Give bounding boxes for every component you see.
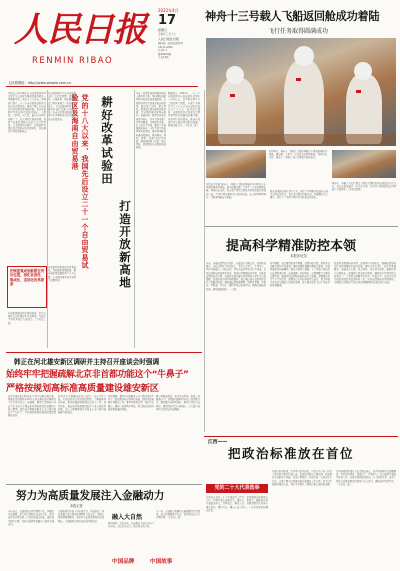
issue-line: 今日12版 <box>158 56 169 60</box>
masthead-logo <box>14 8 164 54</box>
science-col-1: 当前，全球疫情仍处于高位，病毒还在不断变异，我国外防输入、内防反弹压力持续加大。坚持人民至上、生命至上，坚持外防输入、内防反弹，坚持动态清零总方针不动摇，是我们战胜疫情的根本保证。提高科学精准防控本领，是抓好疫情防控的关键。各地区各部门要认真贯彻落实党中央决策部署，提高防控的科学性精准性，最大限度减少疫情对经济社会发展的影响。要加强疫情监测预警，做到早发现、早报告、早隔离、早治疗。要科学划定防控区域，精准实施防控措施，避免层层加码、一刀切。 <box>206 262 266 291</box>
masthead-day: 17 <box>158 13 177 28</box>
science-headline: 提高科学精准防控本领 <box>226 238 357 253</box>
lead-photo <box>206 38 396 146</box>
reform-col-d: 自贸试验区建设取得显著成效，为构建新发展格局、推动高质量发展提供了有力支撑，在全国改革开放中发挥了重要作用。 <box>48 266 76 282</box>
lead-headline: 神舟十三号载人飞船返回舱成功着陆 <box>205 11 380 23</box>
hebei-kicker: 韩正在河北雄安新区调研并主持召开座谈会时强调 <box>14 358 160 366</box>
bottom-tag-brand <box>112 558 144 567</box>
reform-headline-1: 耕好改革试验田 <box>100 96 114 185</box>
reform-col-a: 本报北京4月16日电 自由贸易试验区是党中央在新时代推进改革开放的一项战略举措。党的十八大以来，我国先后设立二十一个自由贸易试验区及海南自由贸易港，形成了覆盖东西南北中的改革开放创新格局。各自贸试验区坚持以制度创新为核心，大胆试、大胆闯、自主改，累计向全国复制推广了二百余项制度创新成果，发挥了改革开放排头兵的示范引领作用。在全面深化改革中，自贸试验区聚焦投资贸易自由化便利化，持续推进首创性改革探索。 <box>8 92 46 134</box>
hebei-col-3: 韩正强调，要坚持以疏解北京非首都功能为牛鼻子，加快推进标志性项目落地，做好承接疏解各项准备工作。要坚持规划引领，保持历史耐心，确保一张蓝图干到底，努力创造新时代高质量发展的样板。 <box>108 395 154 411</box>
finance-top-rule <box>6 484 202 485</box>
jiangxi-col-3: 江西省委组织部有关负责同志表示，将严格按照中央部署要求，坚持党的领导、发扬民主、严格程序，扎实做好代表选举各项工作，以优异成绩迎接党的二十大胜利召开。选举工作将在各级党组织的领导下有序进行，确保选举风清气正。（下转第二版） <box>336 470 396 486</box>
reform-box-title: 把制度集成创新摆在突出位置，深化首创性、集成化、差别化改革探索 <box>10 269 44 287</box>
column-divider <box>47 90 48 348</box>
science-byline: 本报评论员 <box>290 254 307 258</box>
column-divider <box>134 90 135 348</box>
masthead-url: 人民网网址：http://www.people.com.cn <box>8 81 71 85</box>
masthead-weekday: 星期日 <box>158 28 168 32</box>
masthead-logo-text: 人民日报 <box>14 10 146 50</box>
finance-headline: 努力为高质量发展注入金融动力 <box>16 490 165 502</box>
lead-caption: 4月16日，神舟十三号载人飞船返回舱在东风着陆场成功着陆，翟志刚、王亚平、叶光富安全顺利出舱，身体状态良好，神舟十三号载人飞行任务取得圆满成功。 <box>269 150 327 160</box>
hebei-top-rule <box>6 352 202 353</box>
reform-col-c: 各自贸试验区立足自身发展定位，在投资管理、贸易便利、金融开放、政府职能转变等领域开展了一系列改革试点。上海自贸试验区率先推出外商投资准入负面清单，海南自由贸易港加快建设具有世界影响力的中国特色自由贸易港。 <box>48 92 76 121</box>
masthead-issue-list <box>158 42 198 60</box>
lead-subhead: 飞行任务取得圆满成功 <box>268 28 329 35</box>
people-col: 春日踏青，走进自然。各地推出丰富多彩的户外活动，市民走出家门，感受春天的美好。 <box>108 522 154 529</box>
finance-byline: 本报记者 <box>70 504 83 508</box>
masthead-lunar: 壬寅年三月十七 <box>158 33 177 36</box>
reform-col-b: 各地积极推动制度集成创新，打造市场化法治化国际化营商环境，为高水平对外开放注入新动力。（下转第二版） <box>8 312 46 325</box>
column-divider <box>204 90 205 432</box>
issue-line: 国内统一连续出版物号 <box>158 42 184 45</box>
lead-body-3: 神舟十三号载人飞行任务是空间站关键技术验证阶段第六次飞行，也是该阶段最后一次飞行任务，为后续空间站建造运营积累了宝贵经验。（详见第四版） <box>332 182 396 192</box>
masthead-pinyin: RENMIN RIBAO <box>32 56 114 66</box>
hebei-col-1: 新华社雄安4月16日电 中共中央政治局常委、国务院副总理韩正16日在河北雄安新区调研并主持召开座谈会。他强调，要深入贯彻落实习近平总书记关于雄安新区规划建设的重要指示批示精神，始终牢牢把握疏解北京非首都功能这个“牛鼻子”，严格按规划高标准高质量建设雄安新区。 <box>8 395 56 418</box>
bottom-tag-brand-label: 中国品牌 <box>112 559 135 565</box>
jiangxi-top-rule <box>204 436 398 437</box>
reform-col-e: 当前，我国正加快构建以国内大循环为主体、国内国际双循环相互促进的新发展格局。自贸试验区作为改革开放的试验田，要在更大范围、更宽领域、更深层次探索推进改革开放，为全国改革开放探索路径、积累经验。要坚持以制度创新为核心，以可复制可推广为基本要求，全面深化改革，扩大高水平开放。要进一步加强风险防控，守住不发生系统性风险的底线。要对标国际高标准经贸规则，推进规则、规制、管理、标准等制度型开放，推动形成更大范围、更宽领域、更深层次的全面开放新格局。 <box>136 92 166 150</box>
reform-vertical-subtitle: 党的十八大以来，我国先后设立二十一个自由贸易试验区及海南自由贸易港 <box>71 94 89 269</box>
hebei-headline-1: 始终牢牢把握疏解北京非首都功能这个“牛鼻子” <box>6 370 189 380</box>
bottom-tag-story <box>150 558 188 567</box>
finance-col-3: 下一步，金融部门将继续实施稳健的货币政策，加大跨周期调节力度，保持经济运行在合理区间。（下转第二版） <box>156 510 200 520</box>
jiangxi-col-1: 江西省在党的二十大代表选举工作中，始终把政治标准放在首位，严把代表人选政治关、廉洁关、素质关，确保选出的代表政治坚定、作风优良、群众公认。各级党组织认真落实推荐提名、组织考察、确定人选等程序，广泛听取党员和群众意见。 <box>206 496 268 512</box>
lead-photo-lower <box>206 150 266 180</box>
reform-col-f: 数据显示，2021年，二十一个自贸试验区实际使用外资两千一百多亿元，以不到全国千分之四的国土面积，实现了全国百分之十八点五的外商投资和百分之十七点三的进出口贸易。自贸试验区已经成为引领开放型经济发展的重要引擎。各地坚持系统集成，推动自贸试验区与周边区域联动发展，形成改革合力。（下转第二版） <box>168 92 200 128</box>
issue-line: 代号1-1 <box>158 49 168 53</box>
lead-bottom-rule <box>204 226 398 227</box>
jiangxi-tag-label: 党的二十大代表选举 <box>214 485 260 491</box>
issue-line: CN 11-0065 <box>158 45 173 49</box>
lead-body-1: 本报记者报道 神舟十三号载人飞船返回舱于4月16日在东风着陆场成功着陆，航天员翟志刚、王亚平、叶光富顺利出舱，身体状态良好，标志着空间站关键技术验证阶段任务圆满完成，中国空间站即将进入建造阶段。北京时间9时56分，飞船返回舱安全着陆。 <box>206 183 266 199</box>
jiangxi-col-2: 在推荐提名阶段，江西坚持好中选优，注重从生产和工作第一线党员中推荐代表人选，提高先进模范人物比例。各地组织考察组深入基层，采取个别谈话、查阅资料、实地走访等方式，全面了解考察对象的政治表现和工作实绩。对考察中发现问题的人选，坚决不予推荐，确保代表人选质量过硬。 <box>272 470 332 486</box>
lead-body-2: 航天员乘组在轨驻留六个月，创造了中国航天员连续在轨飞行时长新纪录，先后进行两次出舱活动，开展两次天宫课堂，进行了一系列空间科学实验和技术试验。 <box>270 190 328 200</box>
jiangxi-headline: 把政治标准放在首位 <box>228 447 355 461</box>
masthead-date-box <box>158 8 198 78</box>
reform-headline-2: 打造开放新高地 <box>118 200 132 289</box>
bottom-tag-story-label: 中国故事 <box>150 559 173 565</box>
jiangxi-tag <box>206 484 268 493</box>
masthead-rule <box>6 86 198 87</box>
lead-photo-small <box>332 150 396 178</box>
finance-col-2: 金融机构持续加大对小微企业、科技创新、绿色发展等重点领域和薄弱环节的支持，普惠小微贷款增速明显，制造业中长期贷款保持较快增长，金融服务实体经济质效不断提升。 <box>58 510 104 523</box>
issue-line: 第26403期 <box>158 52 171 56</box>
finance-col-1: 今年以来，金融系统认真贯彻党中央、国务院决策部署，加大对实体经济的支持力度，保持流动性合理充裕，信贷总量稳定增长，融资成本稳中有降，为经济高质量发展注入强劲金融动力。 <box>8 510 54 526</box>
jiangxi-kicker: 江西—— <box>208 440 228 445</box>
reform-box <box>7 266 47 308</box>
hebei-headline-2: 严格按规划高标准高质量建设雄安新区 <box>6 383 159 394</box>
hebei-col-2: 韩正先后来到雄安新区启动区、容东片区等地，实地察看重点项目建设情况，了解疏解项目落地、配套设施建设和群众安置等工作。韩正指出，雄安新区规划建设取得了重大阶段性成果，进入大规模建设与承接北京非首都功能疏解并重阶段。 <box>58 395 106 415</box>
masthead-org: 人民日报社出版 <box>158 37 180 41</box>
hebei-col-4: 要完善配套政策，优化营商环境，提高公共服务水平，增强对疏解单位和人员的吸引力。要加强生态环境保护，推进白洋淀生态修复，建设绿色智慧宜居城市。有关部门和单位负责同志参加调研。 <box>156 395 200 411</box>
masthead-date: 2022年4月 <box>158 8 179 13</box>
science-col-2: 科学精准，就是要尊重科学规律，依靠科技力量，用科学方法解决防控中的难题。要加快推进核酸检测能力建设，提高检测效率和准确性。要充分发挥大数据、人工智能等新技术在疫情监测分析、病毒溯源、防控救治、资源调配等方面的支撑作用。要统筹好疫情防控和经济社会发展，保障群众正常生产生活需求，保障重点行业和领域正常运转，努力用最小的代价实现最大的防控效果，最大限度保护人民生命安全和身体健康。 <box>270 262 330 288</box>
people-headline: 融入大自然 <box>112 514 143 521</box>
science-col-3: 提高科学精准防控本领，必须坚持实事求是，根据疫情形势变化及时调整优化防控措施。要压实各方责任，落实早发现要求，加强重点人群、重点场所、重点环节防控。要做好医疗资源储备，加强医疗救治能力建设，确保患者得到及时有效救治。广大党员干部要勇于担当、真抓实干，以高度的责任感使命感投身疫情防控工作，筑牢疫情防控的坚固防线，为保障人民群众生命安全和身体健康作出新的更大贡献。 <box>334 262 396 285</box>
